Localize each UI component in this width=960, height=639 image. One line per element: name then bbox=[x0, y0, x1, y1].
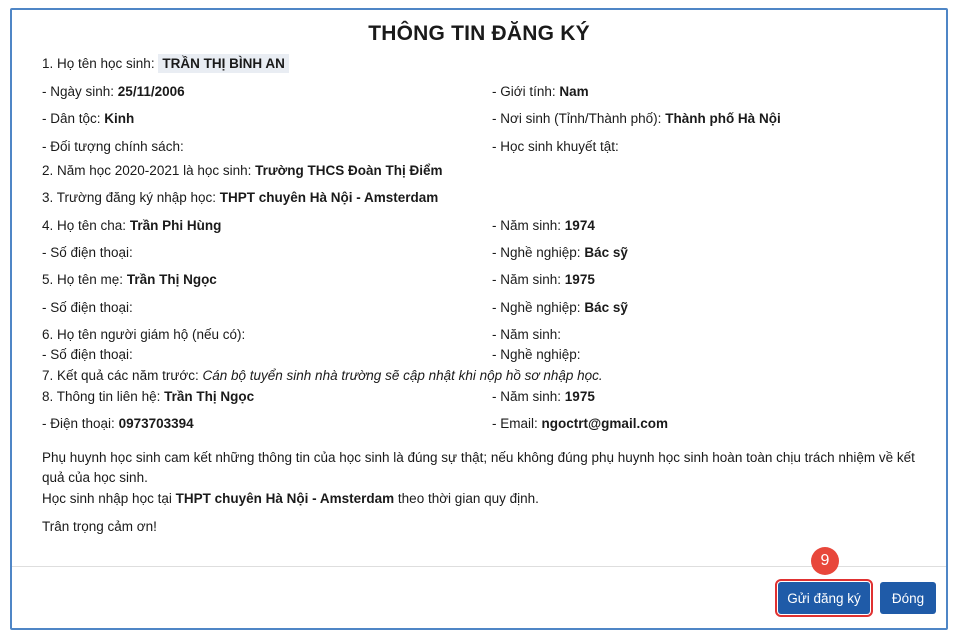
results-label: 7. Kết quả các năm trước: bbox=[42, 368, 199, 383]
dialog-title: THÔNG TIN ĐĂNG KÝ bbox=[368, 22, 590, 45]
disability-row bbox=[492, 139, 619, 154]
closing-text: Trân trọng cảm ơn! bbox=[42, 519, 157, 534]
enroll-prefix: Học sinh nhập học tại bbox=[42, 491, 172, 506]
contact-phone-value: 0973703394 bbox=[118, 416, 194, 431]
guardian-job-row bbox=[492, 347, 581, 362]
mother-phone-label: - Số điện thoại: bbox=[42, 300, 133, 315]
father-name-label: 4. Họ tên cha: bbox=[42, 218, 127, 233]
father-name-row bbox=[42, 218, 221, 233]
birthplace-row bbox=[492, 111, 781, 126]
registration-dialog bbox=[10, 8, 948, 630]
mother-name-value: Trần Thị Ngọc bbox=[126, 272, 217, 287]
school-year-row bbox=[42, 163, 443, 178]
dob-label: - Ngày sinh: bbox=[42, 84, 115, 99]
guardian-job-label: - Nghề nghiệp: bbox=[492, 347, 581, 362]
guardian-name-label: 6. Họ tên người giám hộ (nếu có): bbox=[42, 327, 246, 342]
contact-phone-label: - Điện thoại: bbox=[42, 416, 115, 431]
policy-label: - Đối tượng chính sách: bbox=[42, 139, 184, 154]
father-birth-year-row bbox=[492, 218, 595, 233]
target-school-label: 3. Trường đăng ký nhập học: bbox=[42, 190, 216, 205]
guardian-birth-year-label: - Năm sinh: bbox=[492, 327, 562, 342]
contact-birth-year-value: 1975 bbox=[564, 389, 595, 404]
gender-row bbox=[492, 84, 589, 99]
father-job-value: Bác sỹ bbox=[584, 245, 628, 260]
contact-email-label: - Email: bbox=[492, 416, 538, 431]
close-button[interactable]: Đóng bbox=[880, 582, 936, 614]
father-birth-year-label: - Năm sinh: bbox=[492, 218, 562, 233]
mother-birth-year-row bbox=[492, 272, 595, 287]
father-phone-label: - Số điện thoại: bbox=[42, 245, 133, 260]
contact-name-row bbox=[42, 389, 254, 404]
enroll-school: THPT chuyên Hà Nội - Amsterdam bbox=[175, 491, 395, 506]
dob-value: 25/11/2006 bbox=[117, 84, 185, 99]
contact-email-value: ngoctrt@gmail.com bbox=[541, 416, 668, 431]
father-job-label: - Nghề nghiệp: bbox=[492, 245, 581, 260]
mother-name-row bbox=[42, 272, 217, 287]
mother-job-value: Bác sỹ bbox=[584, 300, 628, 315]
step-number-badge: 9 bbox=[811, 547, 839, 575]
ethnicity-label: - Dân tộc: bbox=[42, 111, 101, 126]
student-name-row bbox=[42, 56, 289, 71]
commitment-text: Phụ huynh học sinh cam kết những thông tin của học sinh là đúng sự thật; nếu không đúng phụ huynh học sinh hoàn toàn chịu trách nhiệm về kết quả của học sinh. bbox=[42, 450, 915, 485]
footer-divider bbox=[12, 566, 946, 567]
father-name-value: Trần Phi Hùng bbox=[129, 218, 222, 233]
ethnicity-value: Kinh bbox=[104, 111, 135, 126]
disability-label: - Học sinh khuyết tật: bbox=[492, 139, 619, 154]
contact-birth-year-label: - Năm sinh: bbox=[492, 389, 562, 404]
contact-label: 8. Thông tin liên hệ: bbox=[42, 389, 161, 404]
contact-email-row bbox=[492, 416, 668, 431]
birthplace-value: Thành phố Hà Nội bbox=[665, 111, 781, 126]
results-note: Cán bộ tuyển sinh nhà trường sẽ cập nhật khi nộp hồ sơ nhập học. bbox=[202, 368, 603, 383]
contact-name-value: Trần Thị Ngọc bbox=[164, 389, 255, 404]
mother-job-row bbox=[492, 300, 628, 315]
enroll-suffix: theo thời gian quy định. bbox=[397, 491, 539, 506]
mother-phone-row bbox=[42, 300, 133, 315]
mother-name-label: 5. Họ tên mẹ: bbox=[42, 272, 124, 287]
school-year-label: 2. Năm học 2020-2021 là học sinh: bbox=[42, 163, 252, 178]
guardian-phone-label: - Số điện thoại: bbox=[42, 347, 133, 362]
dob-row bbox=[42, 84, 185, 99]
policy-row bbox=[42, 139, 184, 154]
gender-label: - Giới tính: bbox=[492, 84, 556, 99]
mother-birth-year-label: - Năm sinh: bbox=[492, 272, 562, 287]
student-name-label: 1. Họ tên học sinh: bbox=[42, 56, 155, 71]
father-job-row bbox=[492, 245, 628, 260]
results-row bbox=[42, 368, 603, 383]
father-phone-row bbox=[42, 245, 133, 260]
guardian-name-row bbox=[42, 327, 245, 342]
enroll-statement bbox=[42, 489, 922, 509]
school-year-value: Trường THCS Đoàn Thị Điểm bbox=[255, 163, 443, 178]
contact-phone-row bbox=[42, 416, 194, 431]
student-name-value: TRẦN THỊ BÌNH AN bbox=[158, 54, 289, 73]
target-school-row bbox=[42, 190, 438, 205]
guardian-phone-row bbox=[42, 347, 133, 362]
submit-registration-button[interactable]: Gửi đăng ký bbox=[778, 582, 870, 614]
mother-birth-year-value: 1975 bbox=[564, 272, 595, 287]
target-school-value: THPT chuyên Hà Nội - Amsterdam bbox=[219, 190, 439, 205]
mother-job-label: - Nghề nghiệp: bbox=[492, 300, 581, 315]
contact-birth-year-row bbox=[492, 389, 595, 404]
birthplace-label: - Nơi sinh (Tỉnh/Thành phố): bbox=[492, 111, 662, 126]
guardian-birth-year-row bbox=[492, 327, 561, 342]
gender-value: Nam bbox=[559, 84, 589, 99]
father-birth-year-value: 1974 bbox=[564, 218, 595, 233]
ethnicity-row bbox=[42, 111, 134, 126]
